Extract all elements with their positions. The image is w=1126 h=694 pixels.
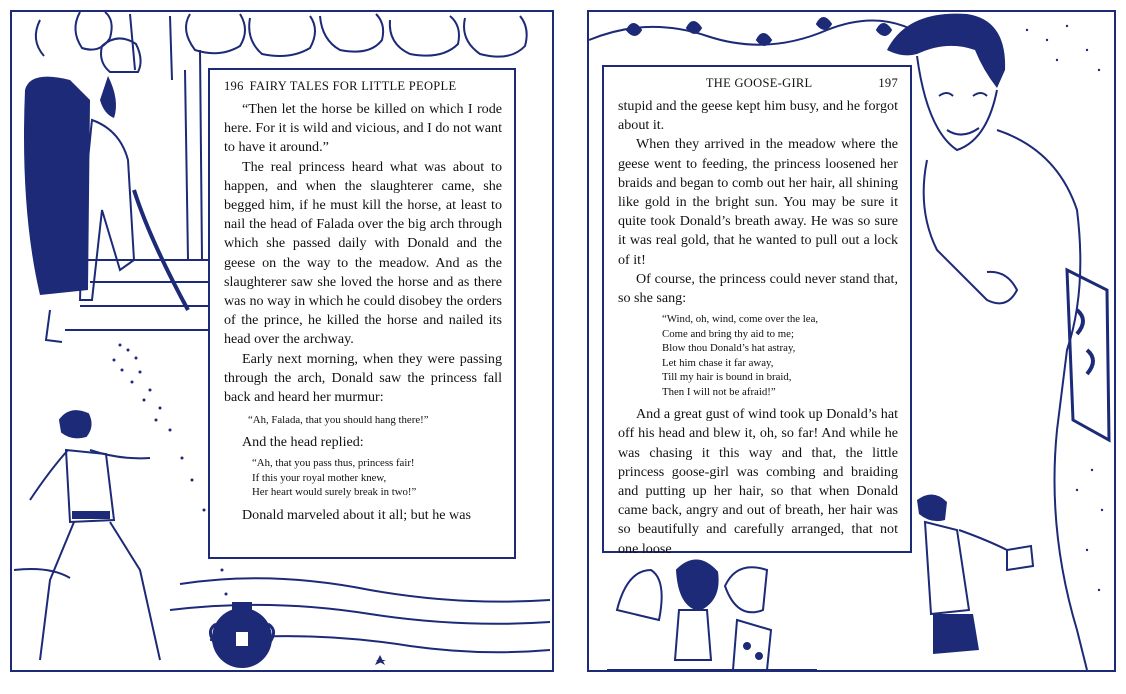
guard-figure: [24, 38, 188, 342]
verse-line: If this your royal mother knew,: [252, 471, 387, 484]
running-title-right: THE GOOSE-GIRL: [705, 76, 813, 90]
verse-line: Blow thou Donald’s hat astray,: [662, 342, 796, 355]
quote-line: “Ah, Falada, that you should hang there!”: [248, 414, 429, 427]
verse-line: Let him chase it far away,: [662, 356, 774, 369]
paragraph: When they arrived in the meadow where the geese went to feeding, the princess loosened her braids and began to comb out her hair, all shining like gold in the bright sun. You may be sure it quite took Donald’s breath away. He was so sure it was real gold, that he wanted to pull out a lock of it!: [618, 136, 898, 268]
verse-block: [662, 312, 898, 399]
water-jar: [210, 602, 273, 668]
starfish: [375, 655, 386, 665]
paragraph: Early next morning, when they were passing through the arch, Donald saw the princess fall back and heard her murmur:: [224, 350, 502, 406]
paragraph: Of course, the princess could never stand that, so she sang:: [618, 270, 898, 307]
page-number-left: 196: [224, 79, 244, 93]
left-text-panel: [208, 68, 516, 559]
paragraph: Donald marveled about it all; but he was: [242, 506, 471, 523]
paragraph: stupid and the geese kept him busy, and he forgot about it.: [618, 98, 898, 134]
dotted-texture: [1026, 25, 1103, 591]
running-title-left: FAIRY TALES FOR LITTLE PEOPLE: [249, 79, 457, 93]
verse-line: “Ah, that you pass thus, princess fair!: [252, 457, 415, 470]
giant-figure: [887, 14, 1109, 670]
donald-figure: [30, 411, 160, 660]
paragraph: And a great gust of wind took up Donald’s hat off his head and blew it, oh, so far! And while he was chasing it this way and that, the little princess goose-girl was combing and braiding and putting up her hair, so that when Donald came back, angry and out of breath, her hair was so beautifully and carefully arranged, that not one loose: [618, 406, 898, 557]
verse-line: “Wind, oh, wind, come over the lea,: [662, 313, 819, 326]
page-number-right: 197: [878, 76, 898, 90]
paragraph: The real princess heard what was about to happen, and when the slaughterer came, she begged him, if he must kill the horse, at least to nail the head of Falada over the big arch through which she passed daily with Donald and the geese on the way to the meadow. And as the slaughterer saw she loved the horse and as there was no way in which he could disobey the orders of the prince, he killed the horse and nailed its head over the archway.: [224, 158, 502, 348]
paragraph: “Then let the horse be killed on which I rode here. For it is wild and vicious, and I do not want to have it around.”: [224, 101, 502, 156]
princess-figure: [917, 494, 1033, 654]
verse-line: Till my hair is bound in braid,: [662, 371, 792, 384]
left-page: [10, 10, 555, 674]
gnomes-group: [607, 560, 817, 670]
left-running-head: [224, 78, 502, 94]
verse-line: Her heart would surely break in two!”: [252, 486, 417, 499]
verse-line: Come and bring thy aid to me;: [662, 327, 794, 340]
verse-block: [252, 456, 502, 500]
paragraph: And the head replied:: [242, 434, 364, 451]
vines-top: [589, 18, 917, 45]
verse-line: Then I will not be afraid!”: [662, 385, 776, 398]
right-page: [587, 10, 1116, 674]
right-text-panel: [602, 65, 912, 557]
right-running-head: [618, 75, 898, 91]
ground-waves: [14, 569, 550, 652]
